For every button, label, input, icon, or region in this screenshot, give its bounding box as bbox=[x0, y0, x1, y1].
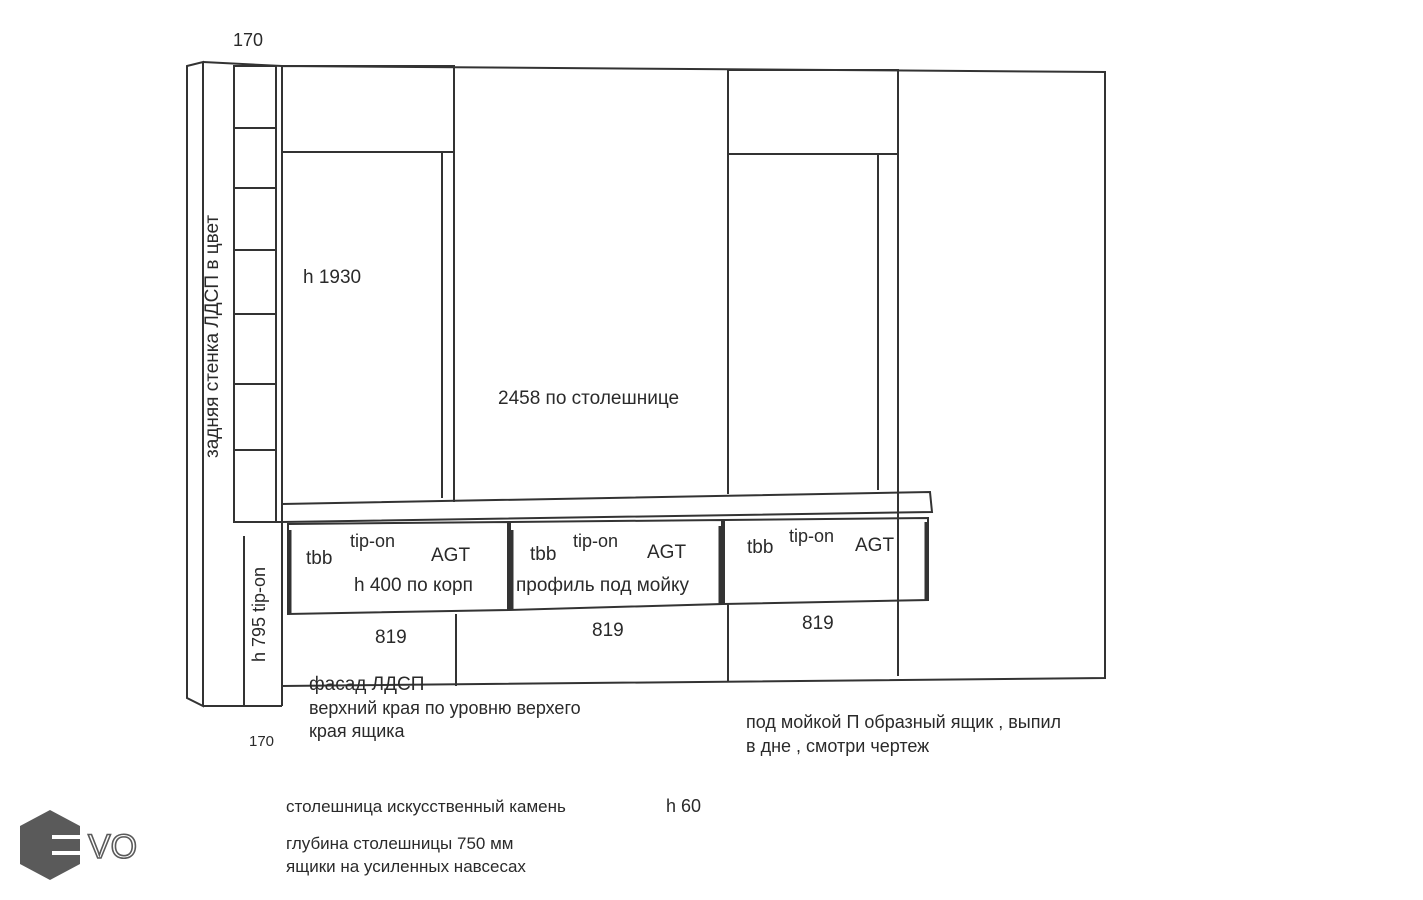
depth-note: глубина столешницы 750 мм bbox=[286, 834, 514, 853]
upper-left-cabinet bbox=[282, 66, 454, 152]
countertop-note: столешница искусственный камень bbox=[286, 797, 566, 816]
sink-note-line2: в дне , смотри чертеж bbox=[746, 736, 930, 756]
drawer-middle-tipon: tip-on bbox=[573, 531, 619, 551]
facade-note-line1: фасад ЛДСП bbox=[309, 674, 425, 695]
hinges-note: ящики на усиленных навсесах bbox=[286, 857, 526, 876]
bottom-width-label: 170 bbox=[249, 733, 275, 750]
logo-text: VO bbox=[88, 828, 138, 866]
facade-note-line2: верхний края по уровню верхего bbox=[309, 698, 581, 718]
height-1930-label: h 1930 bbox=[303, 267, 362, 288]
drawer-left-tipon: tip-on bbox=[350, 531, 396, 551]
evo-logo bbox=[18, 808, 158, 882]
left-side-panel bbox=[187, 62, 203, 706]
drawer-middle-agt: AGT bbox=[647, 542, 687, 563]
drawer-middle-note: профиль под мойку bbox=[516, 575, 690, 596]
module-width-2: 819 bbox=[592, 620, 624, 641]
logo-hexagon-icon bbox=[20, 810, 80, 880]
top-width-label: 170 bbox=[233, 30, 264, 50]
module-width-3: 819 bbox=[802, 613, 834, 634]
upper-right-cabinet bbox=[728, 70, 898, 154]
drawer-right-tbb: tbb bbox=[747, 537, 774, 558]
drawer-right-tipon: tip-on bbox=[789, 526, 835, 546]
drawer-left-note: h 400 по корп bbox=[354, 575, 473, 596]
drawer-middle-tbb: tbb bbox=[530, 544, 557, 565]
module-width-1: 819 bbox=[375, 627, 407, 648]
facade-note-line3: края ящика bbox=[309, 721, 405, 741]
shelf-column bbox=[234, 66, 276, 522]
drawer-left-tbb: tbb bbox=[306, 548, 333, 569]
back-wall-label: задняя стенка ЛДСП в цвет bbox=[202, 214, 223, 458]
drawer-right-agt: AGT bbox=[855, 535, 895, 556]
countertop-height-note: h 60 bbox=[666, 796, 702, 816]
countertop bbox=[282, 492, 932, 522]
base-height-label: h 795 tip-on bbox=[249, 566, 269, 662]
countertop-length-label: 2458 по столешнице bbox=[498, 388, 680, 409]
sink-note-line1: под мойкой П образный ящик , выпил bbox=[746, 712, 1062, 732]
drawer-left-agt: AGT bbox=[431, 545, 471, 566]
